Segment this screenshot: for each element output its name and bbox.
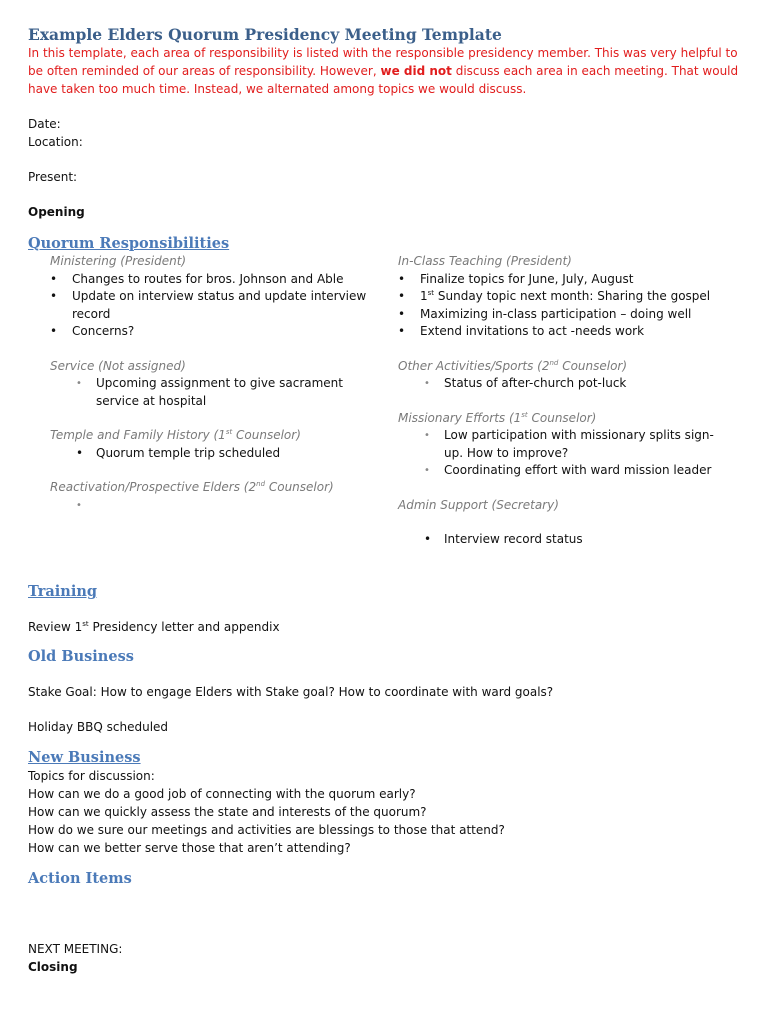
next-meeting-label: NEXT MEETING: [28, 942, 123, 956]
responsibilities-right-column [398, 253, 718, 549]
reactivation-list [50, 497, 370, 515]
new-business-line: How do we sure our meetings and activities are blessings to those that attend? [28, 823, 505, 837]
intro-text-1: In this template, each area of responsibility is listed with the responsible presidency member. This was very helpful to be often reminded of our areas of responsibility. However, [28, 46, 738, 78]
list-item: • Maximizing in-class participation – doing well [398, 306, 718, 324]
quorum-responsibilities-heading: Quorum Responsibilities [28, 235, 230, 252]
intro-bold: we did not [380, 64, 452, 78]
new-business-line: How can we quickly assess the state and interests of the quorum? [28, 805, 427, 819]
list-item: • Upcoming assignment to give sacrament service at hospital [72, 375, 370, 410]
old-business-line: Holiday BBQ scheduled [28, 720, 169, 734]
intro-paragraph [28, 44, 740, 98]
ministering-label: Ministering (President) [50, 254, 187, 268]
list-item: • Low participation with missionary splits sign-up. How to improve? [420, 427, 718, 462]
opening-label: Opening [28, 205, 85, 219]
new-business-line: How can we do a good job of connecting with the quorum early? [28, 787, 416, 801]
new-business-line: How can we better serve those that aren’t attending? [28, 841, 351, 855]
list-item: • Changes to routes for bros. Johnson and Able [50, 271, 370, 289]
old-business-heading: Old Business [28, 648, 134, 665]
list-item: • 1st Sunday topic next month: Sharing the gospel [398, 288, 718, 306]
service-label: Service (Not assigned) [50, 358, 186, 373]
admin-label: Admin Support (Secretary) [398, 497, 559, 512]
closing-label: Closing [28, 960, 78, 974]
temple-label: Temple and Family History (1st Counselor) [50, 428, 301, 442]
teaching-list [398, 271, 718, 341]
present-field: Present: [28, 170, 78, 184]
intro-text-2: discuss each area in each meeting. That would have taken too much time. Instead, we alternated among topics we would discuss. [28, 64, 739, 96]
missionary-list [398, 427, 718, 480]
document-title: Example Elders Quorum Presidency Meeting Template [28, 25, 502, 44]
missionary-label: Missionary Efforts (1st Counselor) [398, 410, 597, 425]
training-line: Review 1st Presidency letter and appendix [28, 620, 280, 634]
service-list [50, 375, 370, 410]
list-item: • Concerns? [50, 323, 370, 341]
list-item: • Update on interview status and update interview record [50, 288, 370, 323]
list-item: • Status of after-church pot-luck [420, 375, 718, 393]
teaching-label: In-Class Teaching (President) [398, 254, 572, 268]
admin-list [398, 531, 718, 549]
activities-list [398, 375, 718, 393]
new-business-line: Topics for discussion: [28, 769, 155, 783]
location-field: Location: [28, 135, 83, 149]
temple-list [50, 445, 370, 463]
training-heading: Training [28, 583, 98, 600]
action-items-heading: Action Items [28, 870, 132, 887]
date-field: Date: [28, 117, 61, 131]
responsibilities-columns [28, 253, 740, 583]
list-item: • Extend invitations to act -needs work [398, 323, 718, 341]
list-item: • Quorum temple trip scheduled [72, 445, 370, 463]
activities-label: Other Activities/Sports (2nd Counselor) [398, 358, 628, 373]
list-item [72, 497, 370, 515]
list-item: • Finalize topics for June, July, August [398, 271, 718, 289]
list-item: • Coordinating effort with ward mission leader [420, 462, 718, 480]
responsibilities-left-column [50, 253, 370, 514]
document-page [28, 26, 740, 976]
reactivation-label: Reactivation/Prospective Elders (2nd Counselor) [50, 480, 334, 494]
list-item: • Interview record status [420, 531, 718, 549]
new-business-heading: New Business [28, 749, 141, 766]
old-business-line: Stake Goal: How to engage Elders with Stake goal? How to coordinate with ward goals? [28, 685, 554, 699]
ministering-list [50, 271, 370, 341]
